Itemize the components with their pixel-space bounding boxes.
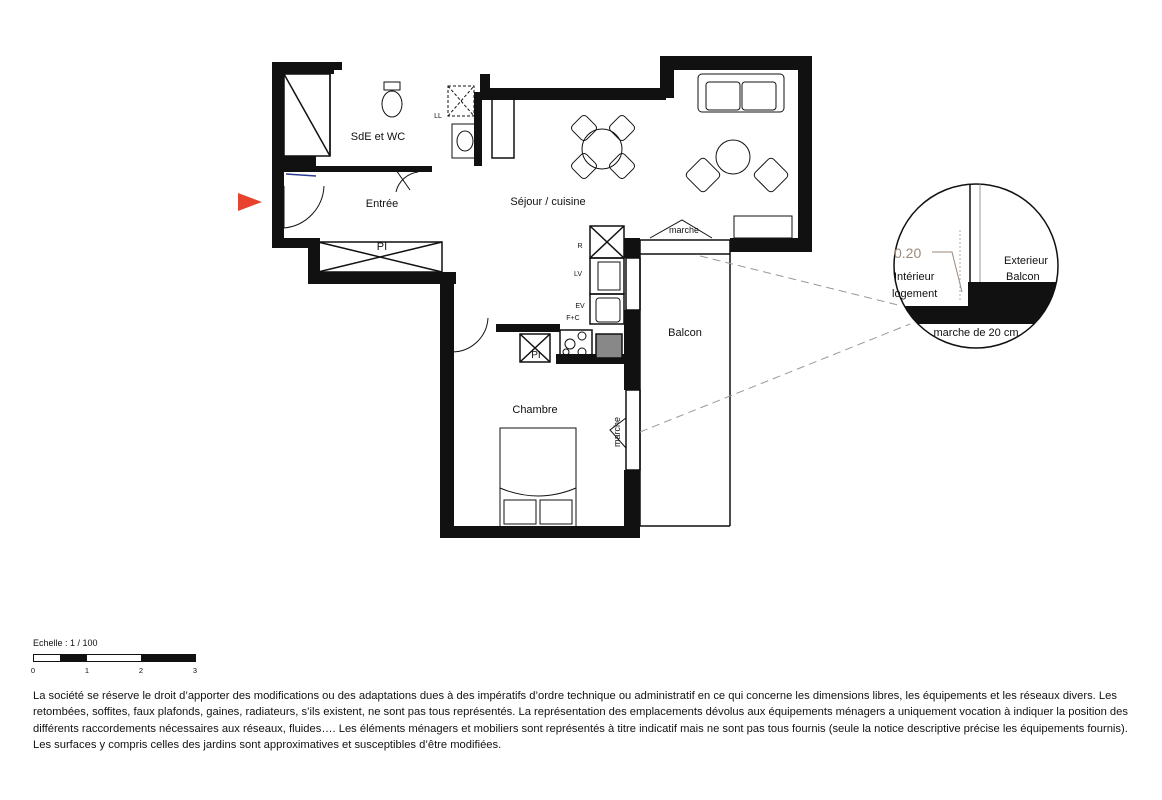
- fixture-pi-entree: PI: [376, 241, 388, 253]
- step-detail-callout: [890, 180, 1068, 348]
- room-label-entree: Entrée: [365, 198, 399, 210]
- living-furniture: [563, 74, 792, 356]
- fixture-pi-chambre: PI: [531, 350, 541, 361]
- step-label-side: marche: [612, 416, 622, 448]
- walls: [272, 56, 812, 538]
- fixture-lv: LV: [573, 271, 583, 278]
- scale-bar: [33, 654, 203, 666]
- room-label-chambre: Chambre: [512, 404, 558, 416]
- detail-caption: marche de 20 cm: [933, 327, 1019, 339]
- detail-interieur-line2: logement: [892, 288, 938, 300]
- fixture-ll: LL: [434, 113, 442, 120]
- bed: [500, 428, 576, 528]
- step-label-top: marche: [668, 225, 700, 235]
- room-label-sde-wc: SdE et WC: [350, 131, 406, 143]
- scale-tick-0: 0: [30, 666, 36, 675]
- fixture-r: R: [577, 243, 583, 250]
- fixture-ev: EV: [575, 303, 585, 310]
- entry-arrow-icon: [238, 193, 262, 211]
- scale-tick-3: 3: [192, 666, 198, 675]
- disclaimer: [33, 688, 1143, 753]
- scale-tick-1: 1: [84, 666, 90, 675]
- detail-exterieur-line1: Exterieur: [1004, 255, 1049, 267]
- detail-leader-lines: [640, 256, 910, 432]
- bathroom-fixtures: [288, 82, 478, 166]
- scale-tick-2: 2: [138, 666, 144, 675]
- room-label-balcon: Balcon: [668, 327, 702, 339]
- detail-interieur-line1: Intérieur: [894, 271, 935, 283]
- room-label-sejour: Séjour / cuisine: [510, 196, 586, 208]
- detail-dimension: 0.20: [894, 245, 922, 261]
- detail-exterieur-line2: Balcon: [1006, 271, 1040, 283]
- disclaimer-paragraph-2: Les surfaces y compris celles des jardins sont approximatives et susceptibles d’être modifiées.: [33, 738, 502, 751]
- fixture-fc: F+C: [566, 315, 580, 322]
- scale-title: Echelle : 1 / 100: [33, 638, 98, 648]
- disclaimer-paragraph-1: La société se réserve le droit d’apporter des modifications ou des adaptations dues à des impératifs d’ordre technique ou administratif en ce qui concerne les dimensions libres, les équipements et les réseaux divers. Les retombées, soffites, faux plafonds, gaines, radiateurs, s’ils existent, ne sont pas tous représentés. La représentation des emplacements dévolus aux équipements ménagers a uniquement vocation à indiquer la position des différents raccordements nécessaires aux réseaux, fluides…. Les éléments ménagers et mobiliers sont représentés à titre indicatif mais ne sont pas tous fournis (seule la notice descriptive précise les équipements fournis).: [33, 690, 1128, 735]
